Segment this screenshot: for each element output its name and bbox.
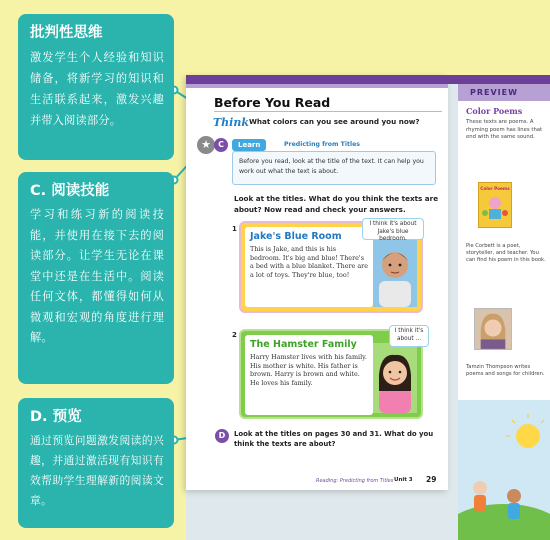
footer-unit: Unit 3 — [394, 477, 413, 483]
badge-c: C — [214, 138, 228, 152]
book-cover-title: Color Poems — [480, 186, 510, 191]
star-icon: ★ — [197, 136, 215, 154]
preview-caption-poet: Pie Corbett is a poet, storyteller, and teacher. You can find his poem in this book. — [466, 243, 546, 264]
callout-body: 激发学生个人经验和知识储备，将新学习的知识和生活联系起来，激发兴趣并带入阅读部分。 — [30, 51, 164, 127]
reading-instructions: Look at the titles. What do you think the texts are about? Now read and check your answers. — [234, 194, 439, 214]
think-tag: Think — [213, 116, 249, 129]
learn-box: Before you read, look at the title of the text. It can help you work out what the text is about. — [232, 151, 436, 185]
preview-question: Look at the titles on pages 30 and 31. What do you think the texts are about? — [234, 430, 434, 448]
story-text-box — [245, 335, 373, 415]
callout-body: 学习和练习新的阅读技能，并使用在接下去的阅读部分。让学生无论在课堂中还是在生活中。阅读任何文体，都懂得如何从微观和宏观的角度进行理解。 — [30, 208, 164, 344]
girl-photo — [373, 343, 417, 413]
learn-label: Predicting from Titles — [284, 141, 360, 148]
sidebar-illustration — [458, 414, 550, 540]
callout-reading-skills — [18, 172, 174, 384]
callout-preview — [18, 398, 174, 528]
title-divider — [214, 111, 442, 112]
think-question: What colors can you see around you now? — [249, 117, 420, 126]
badge-d: D — [215, 429, 229, 443]
page-section-title: Before You Read — [214, 95, 331, 110]
textbook-page — [186, 75, 448, 490]
callout-critical-thinking — [18, 14, 174, 160]
story-number: 1 — [232, 225, 237, 233]
page-top-band — [186, 75, 550, 84]
story-title: Jake's Blue Room — [250, 231, 342, 242]
preview-text: These texts are poems. A rhyming poem has lines that end with the same sound. — [466, 119, 543, 141]
author-portrait — [474, 308, 512, 350]
speech-bubble: I think it's about ... — [389, 325, 429, 347]
speech-bubble: I think it's about Jake's blue bedroom. — [362, 218, 424, 240]
story-title: The Hamster Family — [250, 339, 357, 350]
story-body: This is Jake, and this is his bedroom. It's big and blue! There's a bed with a blue blanket. There are a lot of toys. They're blue, too! — [250, 245, 368, 279]
page-number: 29 — [426, 475, 437, 484]
callout-title: D. 预览 — [30, 409, 82, 425]
book-cover-art — [479, 191, 511, 221]
callout-body: 通过预览问题激发阅读的兴趣，并通过激活现有知识有效帮助学生理解新的阅读文章。 — [30, 434, 164, 507]
page-top-strip — [186, 84, 448, 88]
story-text-box — [245, 227, 373, 307]
book-cover — [478, 182, 512, 228]
preview-sidebar — [458, 84, 550, 540]
story-number: 2 — [232, 331, 237, 339]
callout-title: C. 阅读技能 — [30, 183, 110, 199]
textbook-spread — [186, 75, 550, 540]
callout-title: 批判性思维 — [30, 25, 103, 41]
preview-header: PREVIEW — [458, 84, 550, 101]
preview-title: Color Poems — [466, 106, 523, 116]
learn-tag: Learn — [232, 139, 266, 151]
story-body: Harry Hamster lives with his family. His mother is white. His father is brown. Harry is brown and white. He loves his family. — [250, 353, 367, 387]
preview-caption-writer: Tamzin Thompson writes poems and songs for children. — [466, 364, 545, 378]
footer-skill: Reading: Predicting from Titles — [316, 478, 394, 484]
boy-photo — [373, 237, 417, 307]
